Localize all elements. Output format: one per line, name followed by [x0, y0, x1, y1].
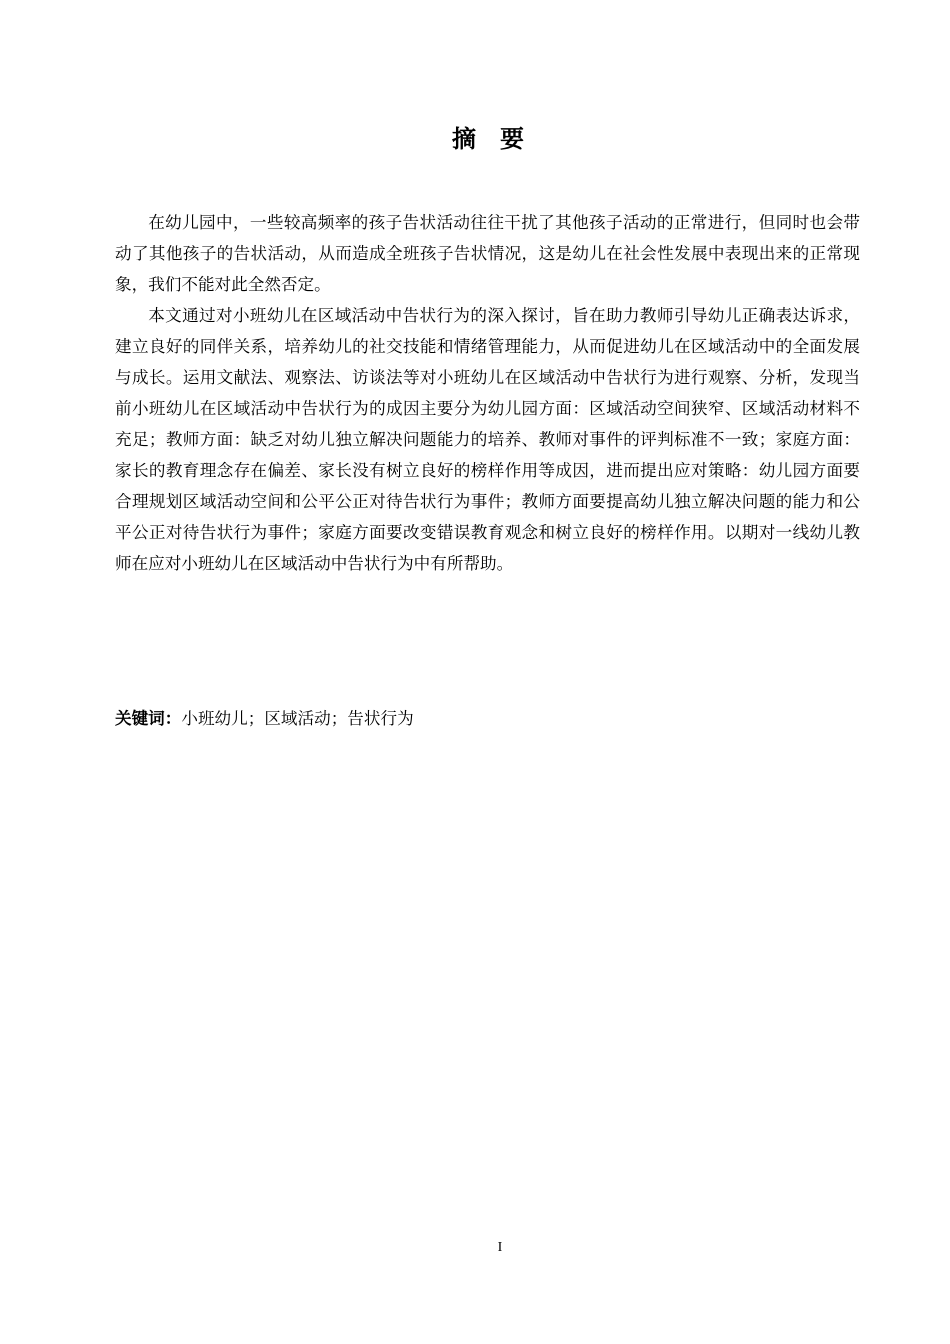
abstract-body	[115, 207, 860, 579]
abstract-paragraph-1: 在幼儿园中，一些较高频率的孩子告状活动往往干扰了其他孩子活动的正常进行，但同时也会带动了其他孩子的告状活动，从而造成全班孩子告状情况，这是幼儿在社会性发展中表现出来的正常现象，我们不能对此全然否定。	[115, 213, 860, 294]
abstract-title	[0, 122, 950, 156]
keywords-label: 关键词：	[115, 709, 182, 728]
abstract-title-part2: 要	[500, 125, 524, 153]
keywords-line	[115, 703, 860, 734]
keywords-text: 小班幼儿；区域活动；告状行为	[181, 709, 414, 728]
page-number: I	[497, 1240, 503, 1255]
abstract-paragraph-2: 本文通过对小班幼儿在区域活动中告状行为的深入探讨，旨在助力教师引导幼儿正确表达诉求，建立良好的同伴关系，培养幼儿的社交技能和情绪管理能力，从而促进幼儿在区域活动中的全面发展与成长。运用文献法、观察法、访谈法等对小班幼儿在区域活动中告状行为进行观察、分析，发现当前小班幼儿在区域活动中告状行为的成因主要分为幼儿园方面：区域活动空间狭窄、区域活动材料不充足；教师方面：缺乏对幼儿独立解决问题能力的培养、教师对事件的评判标准不一致；家庭方面：家长的教育理念存在偏差、家长没有树立良好的榜样作用等成因，进而提出应对策略：幼儿园方面要合理规划区域活动空间和公平公正对待告状行为事件；教师方面要提高幼儿独立解决问题的能力和公平公正对待告状行为事件；家庭方面要改变错误教育观念和树立良好的榜样作用。以期对一线幼儿教师在应对小班幼儿在区域活动中告状行为中有所帮助。	[115, 306, 860, 573]
abstract-title-part1: 摘	[452, 125, 476, 153]
